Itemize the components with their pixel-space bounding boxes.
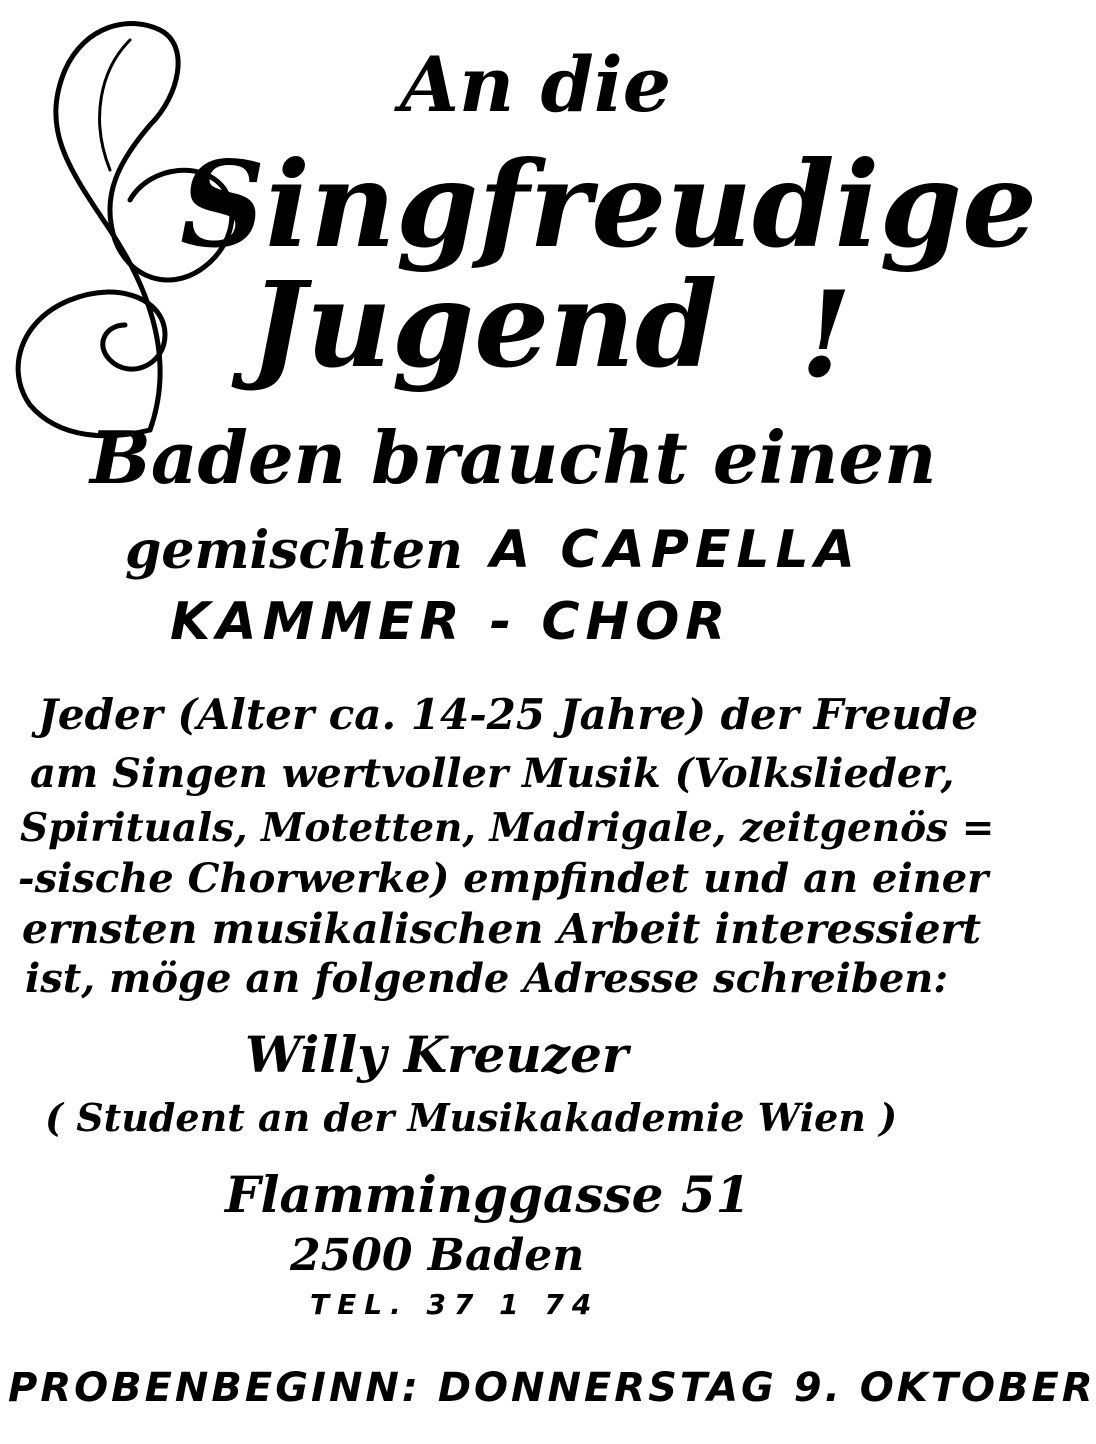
contact-street: Flamminggasse 51 — [225, 1165, 751, 1224]
header-jugend: Jugend — [250, 255, 718, 394]
intro-kammer-chor: KAMMER - CHOR — [170, 592, 732, 652]
contact-city: 2500 Baden — [290, 1230, 585, 1281]
intro-gemischten: gemischten — [125, 520, 463, 581]
body-line-5: ernsten musikalischen Arbeit interessiert — [22, 905, 982, 953]
intro-a-capella: A CAPELLA — [490, 520, 861, 580]
body-line-1: Jeder (Alter ca. 14-25 Jahre) der Freude — [38, 690, 979, 739]
header-an-die: An die — [400, 40, 672, 129]
header-exclamation: ! — [800, 265, 852, 404]
intro-baden-braucht: Baden braucht einen — [90, 415, 937, 500]
header-singfreudige: Singfreudige — [180, 135, 1038, 274]
body-line-3: Spirituals, Motetten, Madrigale, zeitgenös = — [20, 805, 995, 851]
body-line-2: am Singen wertvoller Musik (Volkslieder, — [30, 750, 955, 797]
contact-name: Willy Kreuzer — [245, 1025, 629, 1084]
body-line-6: ist, möge an folgende Adresse schreiben: — [25, 955, 949, 1002]
contact-phone: TEL. 37 1 74 — [310, 1288, 600, 1321]
rehearsal-start: PROBENBEGINN: DONNERSTAG 9. OKTOBER — [8, 1365, 1096, 1411]
contact-role: ( Student an der Musikakademie Wien ) — [45, 1095, 898, 1140]
body-line-4: -sische Chorwerke) empfindet und an einer — [18, 855, 989, 902]
